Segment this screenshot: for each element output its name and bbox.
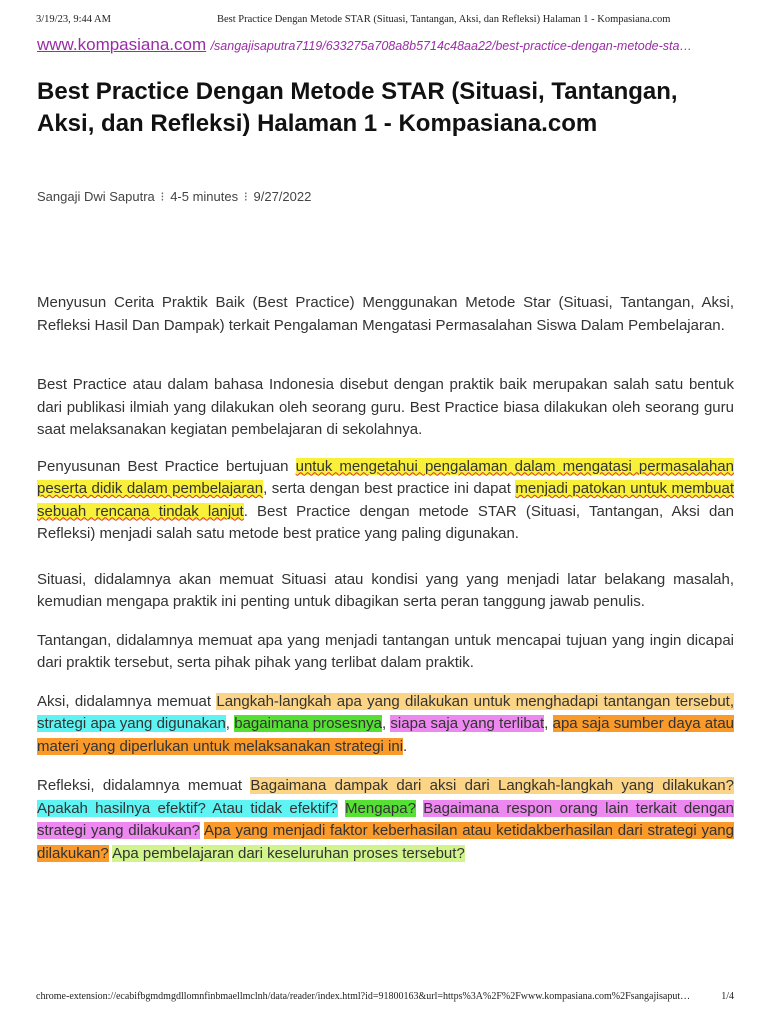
highlight-orange: Bagaimana dampak dari aksi dari Langkah-langkah yang dilakukan?	[250, 777, 734, 794]
read-time: 4-5 minutes	[170, 189, 239, 204]
text-segment: .	[403, 737, 408, 755]
highlight-yellow: menjadi patokan untuk membuat sebuah rencana tindak lanjut	[37, 480, 734, 520]
article-title: Best Practice Dengan Metode STAR (Situasi, Tantangan, Aksi, dan Refleksi) Halaman 1 - Kompasiana.com	[37, 78, 678, 137]
paragraph-definition: Best Practice atau dalam bahasa Indonesia disebut dengan praktik baik merupakan salah satu bentuk dari publikasi ilmiah yang dilakukan oleh seorang guru. Best Practice biasa dilakukan oleh seorang guru saat melaksanakan kegiatan pembelajaran di sekolahnya.	[37, 376, 734, 438]
highlight-pink: Bagaimana respon orang lain terkait dengan strategi yang dilakukan?	[37, 799, 734, 839]
paragraph-aksi	[37, 691, 734, 759]
highlight-lime: Apa pembelajaran dari keseluruhan proses tersebut?	[112, 844, 465, 862]
author-name: Sangaji Dwi Saputra	[37, 189, 155, 204]
highlight-cyan: strategi apa yang digunakan	[37, 715, 226, 732]
highlight-dark-orange: apa saja sumber daya atau materi yang diperlukan untuk melaksanakan strategi ini	[37, 715, 735, 755]
page-number: 1/4	[721, 991, 734, 1002]
url-path[interactable]: /sangajisaputra7119/633275a708a8b5714c48aa22/best-practice-dengan-metode-sta…	[210, 39, 692, 53]
highlight-dark-orange: Apa yang menjadi faktor keberhasilan atau ketidakberhasilan dari strategi yang dilakukan?	[37, 822, 734, 862]
text-segment: ,	[381, 715, 391, 732]
byline-separator: ⁝	[243, 189, 248, 204]
paragraph-tantangan: Tantangan, didalamnya memuat apa yang menjadi tantangan untuk mencapai tujuan yang ingin dicapai dari praktik tersebut, serta pihak pihak yang terlibat dalam praktik.	[37, 631, 734, 671]
paragraph-purpose	[37, 456, 734, 546]
highlight-cyan: Apakah hasilnya efektif? Atau tidak efektif?	[37, 799, 338, 817]
print-doc-title: Best Practice Dengan Metode STAR (Situasi, Tantangan, Aksi, dan Refleksi) Halaman 1 - Kompasiana.com	[217, 14, 671, 25]
text-segment: ,	[225, 715, 235, 732]
paragraph-situasi: Situasi, didalamnya akan memuat Situasi atau kondisi yang yang menjadi latar belakang masalah, kemudian mengapa praktik ini penting untuk dibagikan serta peran tanggung jawab penulis.	[37, 570, 734, 610]
text-segment: Aksi, didalamnya memuat	[37, 692, 217, 710]
paragraph-refleksi	[37, 775, 734, 865]
text-segment: . Best Practice dengan metode STAR (Situasi, Tantangan, Aksi dan Refleksi) menjadi salah satu metode best pratice yang paling digunakan.	[37, 502, 734, 542]
highlight-green: Mengapa?	[345, 799, 416, 817]
article-byline	[37, 189, 311, 205]
text-segment	[338, 800, 345, 817]
text-segment: Refleksi, didalamnya memuat	[37, 777, 251, 794]
article-content	[37, 292, 734, 865]
source-url[interactable]	[37, 35, 737, 55]
highlight-yellow: untuk mengetahui pengalaman dalam mengatasi permasalahan peserta didik dalam pembelajaran	[37, 457, 734, 497]
print-footer-url: chrome-extension://ecabifbgmdmgdllomnfinbmaellmclnh/data/reader/index.html?id=91800163&url=https%3A%2F%2Fwww.kompasiana.com%2Fsangajisaput…	[36, 991, 691, 1002]
text-segment: Penyusunan Best Practice bertujuan	[37, 457, 296, 475]
print-datetime: 3/19/23, 9:44 AM	[36, 14, 111, 25]
byline-separator: ⁝	[160, 189, 165, 204]
text-segment: ,	[544, 715, 553, 732]
highlight-orange: Langkah-langkah apa yang dilakukan untuk menghadapi tantangan tersebut,	[216, 692, 735, 710]
publish-date: 9/27/2022	[253, 189, 312, 204]
paragraph-intro: Menyusun Cerita Praktik Baik (Best Practice) Menggunakan Metode Star (Situasi, Tantangan, Aksi, Refleksi Hasil Dan Dampak) terkait Pengalaman Mengatasi Permasalahan Siswa Dalam Pembelajaran.	[37, 294, 734, 334]
highlight-pink: siapa saja yang terlibat	[390, 715, 545, 732]
text-segment: , serta dengan best practice ini dapat	[263, 480, 516, 497]
highlight-green: bagaimana prosesnya	[234, 715, 382, 732]
url-domain-link[interactable]: www.kompasiana.com	[37, 35, 207, 54]
